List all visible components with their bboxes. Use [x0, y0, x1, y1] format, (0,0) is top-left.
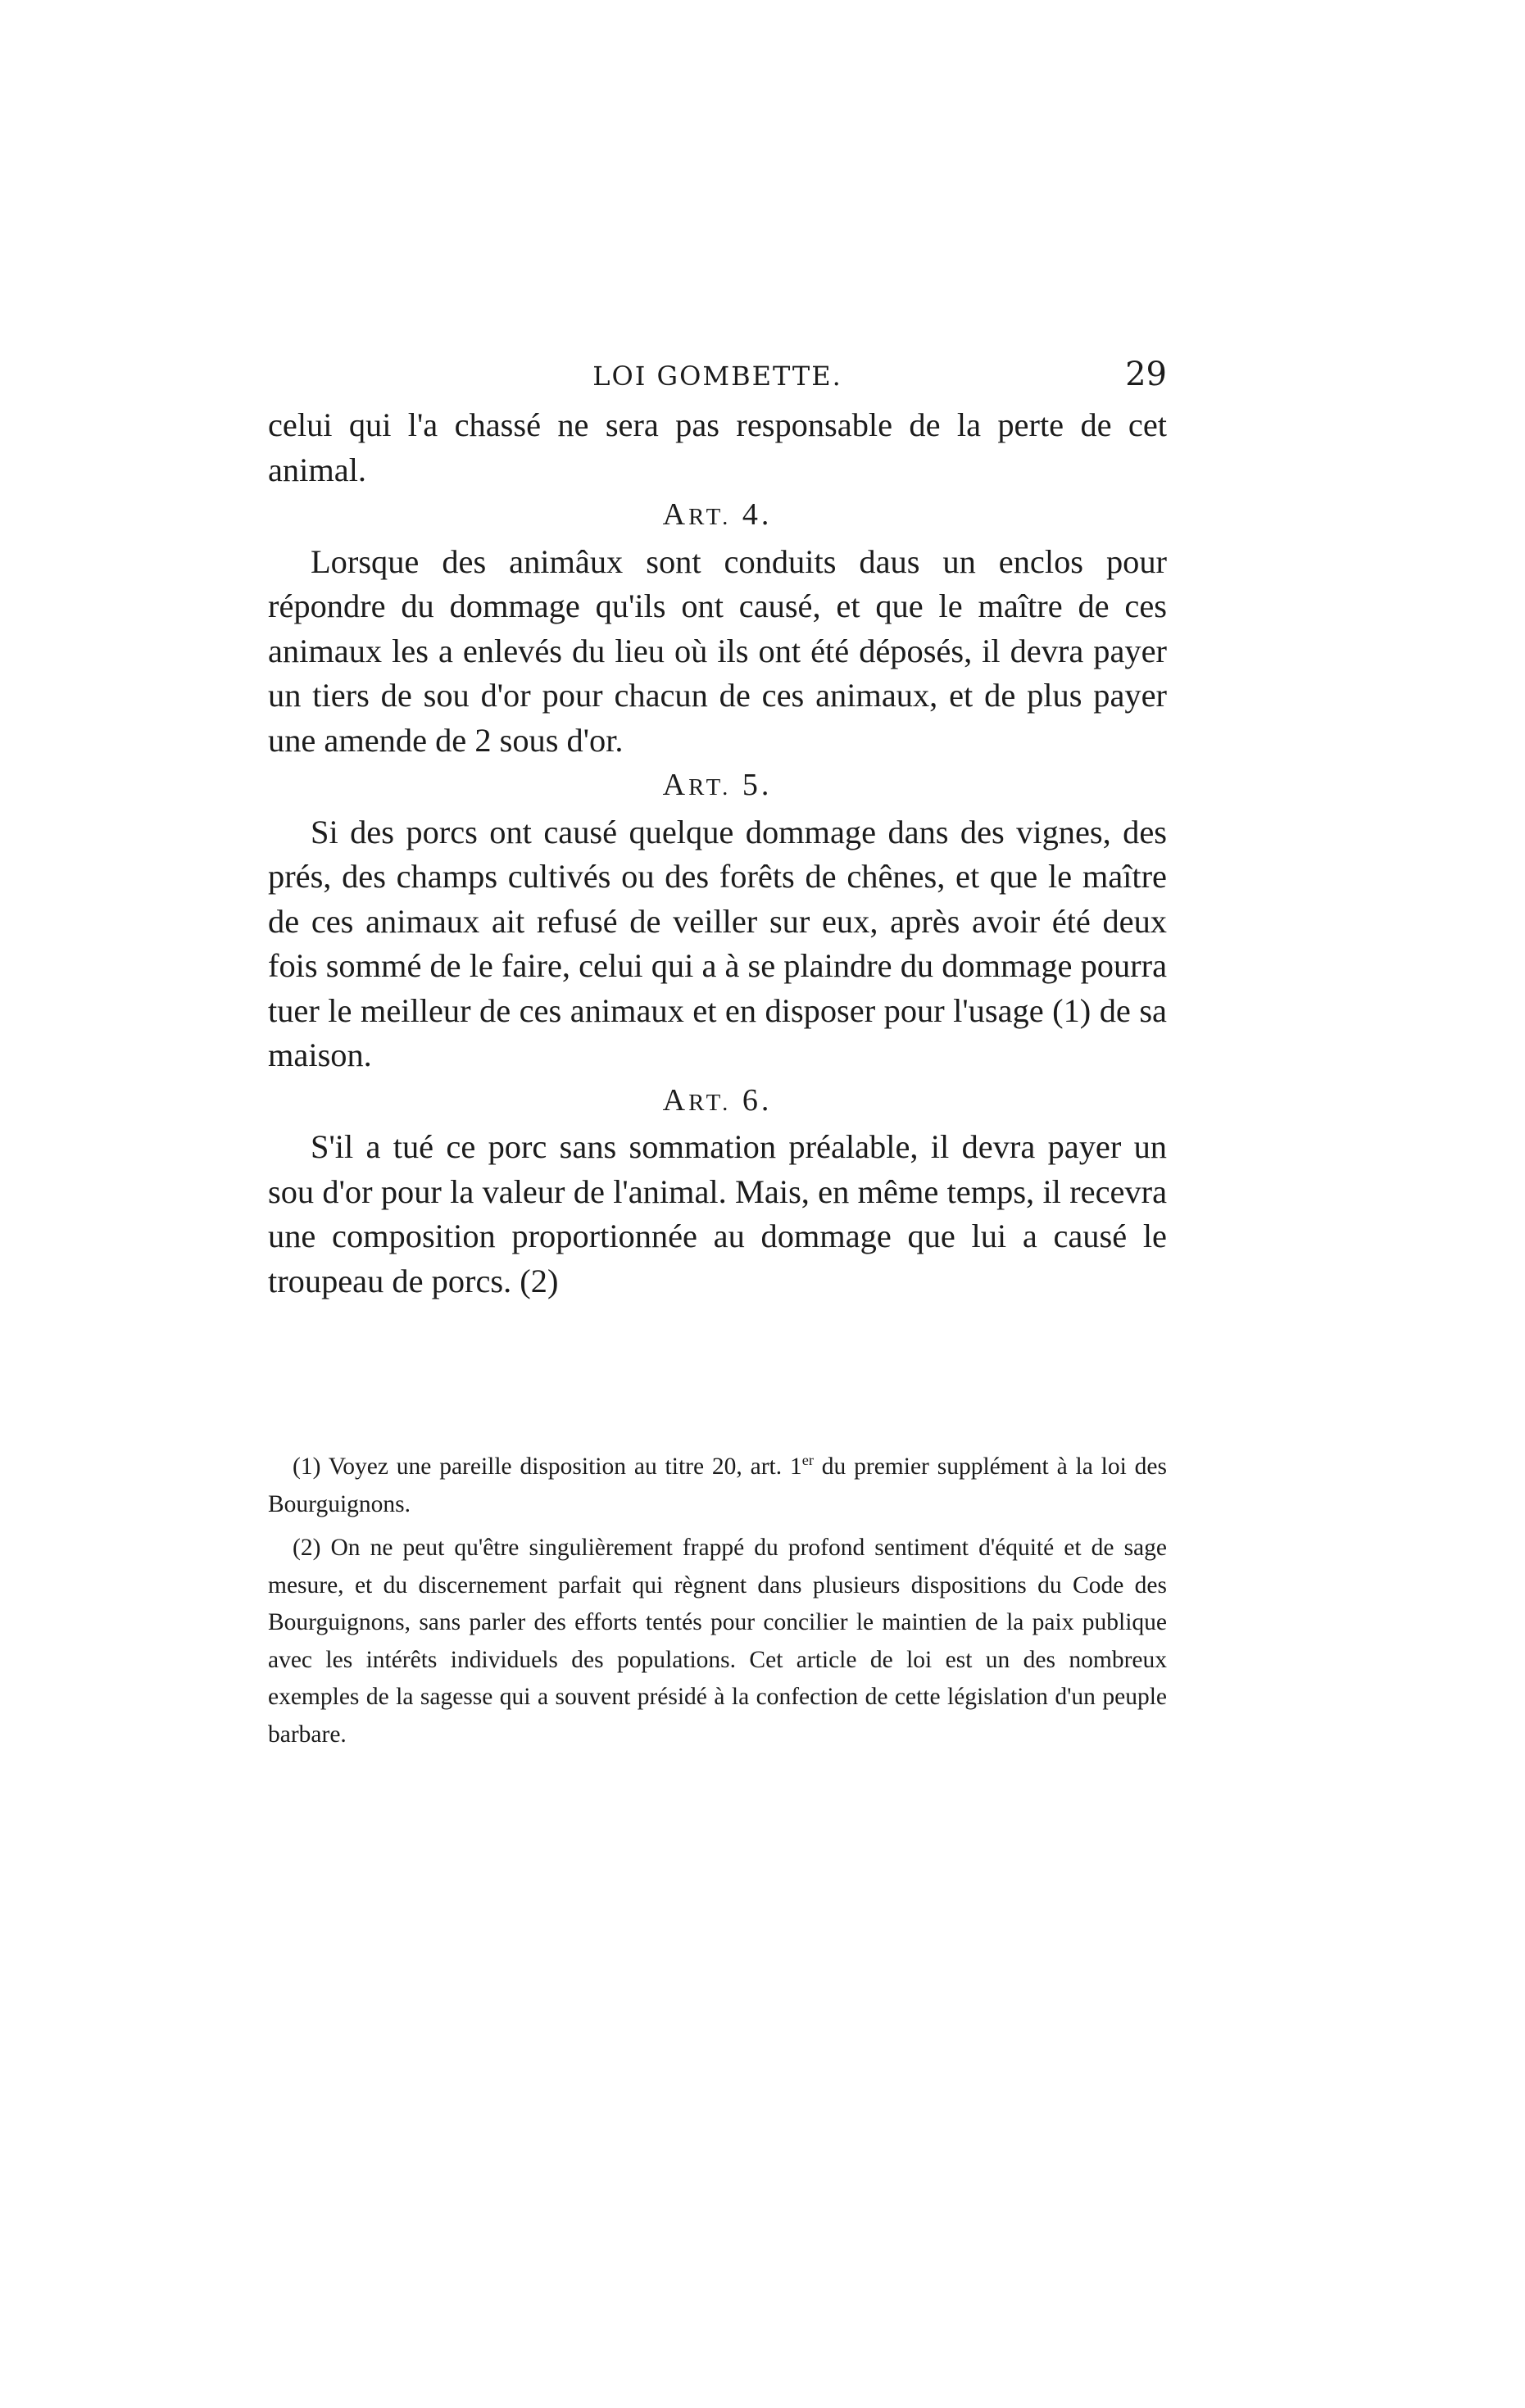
article-label-initial: A [662, 1082, 689, 1118]
article-heading-5 [268, 763, 1167, 810]
article-paragraph-4: Lorsque des animâux sont conduits daus un enclos pour répondre du dommage qu'ils ont causé, et que le maître de ces animaux les a enlevés du lieu où ils ont été déposés, il devra payer un tiers de sou d'or pour chacun de ces animaux, et de plus payer une amende de 2 sous d'or. [268, 542, 1167, 759]
footnote-1-superscript: er [801, 1452, 814, 1469]
page-number: 29 [1125, 356, 1167, 393]
footnotes [268, 1449, 1167, 1753]
article-label-initial: A [662, 497, 689, 532]
article-paragraph-5: Si des porcs ont causé quelque dommage dans des vignes, des prés, des champs cultivés ou des forêts de chênes, et que le maître de ces animaux ait refusé de veiller sur eux, après avoir été deux fois sommé de le faire, celui qui a à se plaindre du dommage pourra tuer le meilleur de ces animaux et en disposer pour l'usage (1) de sa maison. [268, 813, 1167, 1073]
footnote-1-text: (1) Voyez une pareille disposition au titre 20, art. 1 [293, 1453, 802, 1480]
article-heading-4 [268, 492, 1167, 540]
article-paragraph-6: S'il a tué ce porc sans sommation préalable, il devra payer un sou d'or pour la valeur de l'animal. Mais, en même temps, il recevra une composition proportionnée au dommage que lui a causé le troupeau de porcs. (2) [268, 1128, 1167, 1299]
main-text [268, 403, 1167, 1304]
article-heading-6 [268, 1078, 1167, 1126]
article-label-rest: RT. [688, 774, 732, 800]
page-header [268, 356, 1167, 401]
article-number: 4. [742, 497, 773, 532]
running-head: LOI GOMBETTE. [592, 361, 842, 392]
article-number: 5. [742, 768, 773, 802]
article-number: 6. [742, 1082, 773, 1118]
article-label-initial: A [662, 768, 689, 802]
footnote-1-text-end: du premier supplément à la loi des Bourguignons. [268, 1453, 1167, 1517]
footnote-1 [268, 1449, 1167, 1523]
footnote-2: (2) On ne peut qu'être singulièrement frappé du profond sentiment d'équité et de sage mesure, et du discernement parfait qui règnent dans plusieurs dispositions du Code des Bourguignons, sans parler des efforts tentés pour concilier le maintien de la paix publique avec les intérêts individuels des populations. Cet article de loi est un des nombreux exemples de la sagesse qui a souvent présidé à la confection de cette législation d'un peuple barbare. [268, 1535, 1167, 1748]
article-label-rest: RT. [688, 1089, 732, 1116]
continuation-paragraph: celui qui l'a chassé ne sera pas responsable de la perte de cet animal. [268, 406, 1167, 488]
article-label-rest: RT. [688, 504, 732, 530]
